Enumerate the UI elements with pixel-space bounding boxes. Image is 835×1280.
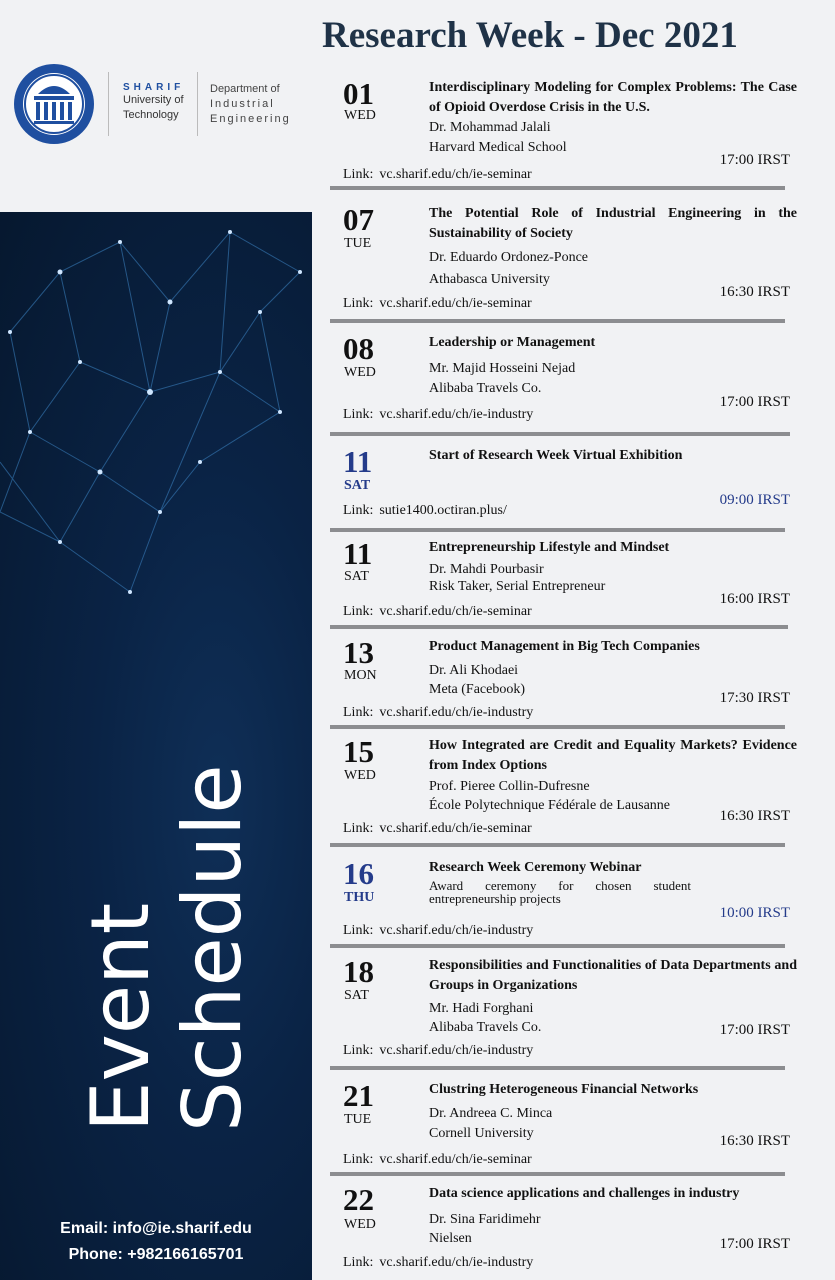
university-line2: University of (123, 94, 184, 106)
contact-phone: Phone: +982166165701 (68, 1246, 244, 1263)
event-weekday: WED (344, 1217, 376, 1232)
event-time: 17:30 IRST (719, 690, 790, 706)
event-weekday: TUE (344, 236, 372, 251)
side-panel (0, 212, 312, 1280)
university-name (108, 72, 209, 136)
event-weekday: WED (344, 365, 376, 380)
event-divider (330, 186, 785, 190)
event-affiliation: Alibaba Travels Co. (429, 1020, 542, 1035)
event-item (330, 333, 800, 432)
link-label: Link: (343, 1043, 374, 1058)
page-title: Research Week - Dec 2021 (322, 15, 738, 56)
event-day: 01 (343, 76, 374, 111)
event-time: 10:00 IRST (719, 905, 790, 921)
event-weekday: SAT (344, 988, 369, 1003)
event-link-row (343, 167, 532, 183)
event-speaker: Dr. Mahdi Pourbasir (429, 562, 544, 577)
event-link[interactable]: vc.sharif.edu/ch/ie-seminar (379, 1152, 532, 1167)
event-time: 17:00 IRST (719, 1236, 790, 1252)
event-affiliation: Nielsen (429, 1231, 472, 1246)
event-item (330, 736, 800, 843)
event-speaker: Mr. Majid Hosseini Nejad (429, 361, 576, 376)
link-label: Link: (343, 1152, 374, 1167)
event-affiliation: Athabasca University (429, 272, 550, 287)
event-item (330, 78, 800, 186)
event-link-row (343, 705, 533, 721)
event-speaker: Mr. Hadi Forghani (429, 1001, 534, 1016)
event-day: 21 (343, 1078, 374, 1113)
event-title: Product Management in Big Tech Companies (429, 639, 700, 654)
event-item (330, 446, 800, 528)
event-time: 16:30 IRST (719, 1133, 790, 1149)
link-label: Link: (343, 503, 374, 518)
event-day: 16 (343, 856, 374, 891)
link-label: Link: (343, 167, 374, 182)
event-title: Responsibilities and Functionalities of Data Departments and Groups in Organizations (429, 958, 797, 993)
event-link[interactable]: vc.sharif.edu/ch/ie-seminar (379, 821, 532, 836)
event-day: 07 (343, 202, 374, 237)
event-time: 16:30 IRST (719, 284, 790, 300)
sharif-logo (12, 62, 96, 146)
department-line3: Engineering (210, 113, 291, 125)
link-label: Link: (343, 407, 374, 422)
event-divider (330, 319, 785, 323)
event-divider (330, 625, 788, 629)
event-link[interactable]: vc.sharif.edu/ch/ie-seminar (379, 167, 532, 182)
link-label: Link: (343, 296, 374, 311)
event-link[interactable]: vc.sharif.edu/ch/ie-industry (379, 1255, 534, 1270)
event-weekday: TUE (344, 1112, 372, 1127)
event-link[interactable]: vc.sharif.edu/ch/ie-industry (379, 705, 534, 720)
event-item (330, 858, 800, 944)
event-day: 15 (343, 734, 374, 769)
event-divider (330, 1066, 785, 1070)
event-divider (330, 1172, 785, 1176)
link-label: Link: (343, 604, 374, 619)
event-title: Clustring Heterogeneous Financial Networks (429, 1082, 699, 1097)
link-label: Link: (343, 821, 374, 836)
event-speaker: Dr. Andreea C. Minca (429, 1106, 553, 1121)
event-schedule-line1: Event (74, 902, 167, 1132)
event-link[interactable]: vc.sharif.edu/ch/ie-seminar (379, 296, 532, 311)
event-divider (330, 843, 785, 847)
event-link[interactable]: vc.sharif.edu/ch/ie-industry (379, 1043, 534, 1058)
event-weekday: WED (344, 108, 376, 123)
event-weekday: THU (344, 890, 375, 905)
event-item (330, 956, 800, 1066)
event-affiliation: Harvard Medical School (429, 140, 567, 155)
event-divider (330, 432, 790, 436)
event-time: 09:00 IRST (719, 492, 790, 508)
event-time: 17:00 IRST (719, 152, 790, 168)
event-affiliation: Alibaba Travels Co. (429, 381, 542, 396)
event-day: 11 (343, 536, 373, 571)
link-label: Link: (343, 705, 374, 720)
event-title: The Potential Role of Industrial Engineering in the Sustainability of Society (429, 206, 797, 241)
event-time: 17:00 IRST (719, 1022, 790, 1038)
event-day: 13 (343, 635, 374, 670)
event-link-row (343, 407, 533, 423)
event-item (330, 637, 800, 725)
department-line1: Department of (210, 83, 280, 95)
event-link-row (343, 1043, 533, 1059)
event-affiliation: École Polytechnique Fédérale de Lausanne (429, 798, 671, 813)
event-item (330, 538, 800, 625)
university-title: SHARIF (123, 82, 185, 93)
event-schedule-line2: Schedule (166, 764, 259, 1132)
event-day: 22 (343, 1182, 374, 1217)
event-link[interactable]: vc.sharif.edu/ch/ie-industry (379, 407, 534, 422)
event-link[interactable]: vc.sharif.edu/ch/ie-industry (379, 923, 534, 938)
event-item (330, 1184, 800, 1280)
event-day: 18 (343, 954, 374, 989)
event-weekday: SAT (344, 569, 369, 584)
event-speaker: Dr. Eduardo Ordonez-Ponce (429, 250, 589, 265)
event-title: Entrepreneurship Lifestyle and Mindset (429, 540, 670, 555)
event-link-row (343, 503, 507, 519)
department-line2: Industrial (210, 98, 275, 110)
event-item (330, 204, 800, 319)
event-affiliation: Meta (Facebook) (429, 682, 526, 697)
event-weekday: MON (344, 668, 377, 683)
event-link-row (343, 296, 532, 312)
event-title: Research Week Ceremony Webinar (429, 860, 642, 875)
link-label: Link: (343, 923, 374, 938)
link-label: Link: (343, 1255, 374, 1270)
contact-email: Email: info@ie.sharif.edu (60, 1220, 252, 1237)
event-speaker: Dr. Sina Faridimehr (429, 1212, 541, 1227)
event-title: Data science applications and challenges in industry (429, 1186, 740, 1201)
event-time: 16:00 IRST (719, 591, 790, 607)
event-title: Interdisciplinary Modeling for Complex Problems: The Case of Opioid Overdose Crisis in the U.S. (429, 80, 797, 115)
event-affiliation: Cornell University (429, 1126, 534, 1141)
event-link-row (343, 1255, 533, 1271)
event-schedule-heading (75, 712, 259, 1132)
event-link-row (343, 604, 532, 620)
event-day: 11 (343, 444, 373, 479)
event-day: 08 (343, 331, 374, 366)
event-link-row (343, 1152, 532, 1168)
event-affiliation: Risk Taker, Serial Entrepreneur (429, 579, 606, 594)
event-weekday: SAT (344, 478, 371, 493)
event-link-row (343, 821, 532, 837)
event-description: Award ceremony for chosen student entrepreneurship projects (429, 878, 691, 906)
event-speaker: Dr. Mohammad Jalali (429, 120, 551, 135)
event-speaker: Dr. Ali Khodaei (429, 663, 519, 678)
event-time: 17:00 IRST (719, 394, 790, 410)
event-title: Start of Research Week Virtual Exhibition (429, 448, 683, 463)
event-divider (330, 944, 785, 948)
event-title: How Integrated are Credit and Equality Markets? Evidence from Index Options (429, 738, 797, 773)
event-link[interactable]: vc.sharif.edu/ch/ie-seminar (379, 604, 532, 619)
event-speaker: Prof. Pieree Collin-Dufresne (429, 779, 590, 794)
event-link[interactable]: sutie1400.octiran.plus/ (379, 503, 507, 518)
event-divider (330, 725, 785, 729)
event-time: 16:30 IRST (719, 808, 790, 824)
event-divider (330, 528, 785, 532)
event-item (330, 1080, 800, 1172)
event-title: Leadership or Management (429, 335, 596, 350)
event-weekday: WED (344, 768, 376, 783)
department-name (197, 72, 297, 136)
university-line3: Technology (123, 109, 179, 121)
event-link-row (343, 923, 533, 939)
